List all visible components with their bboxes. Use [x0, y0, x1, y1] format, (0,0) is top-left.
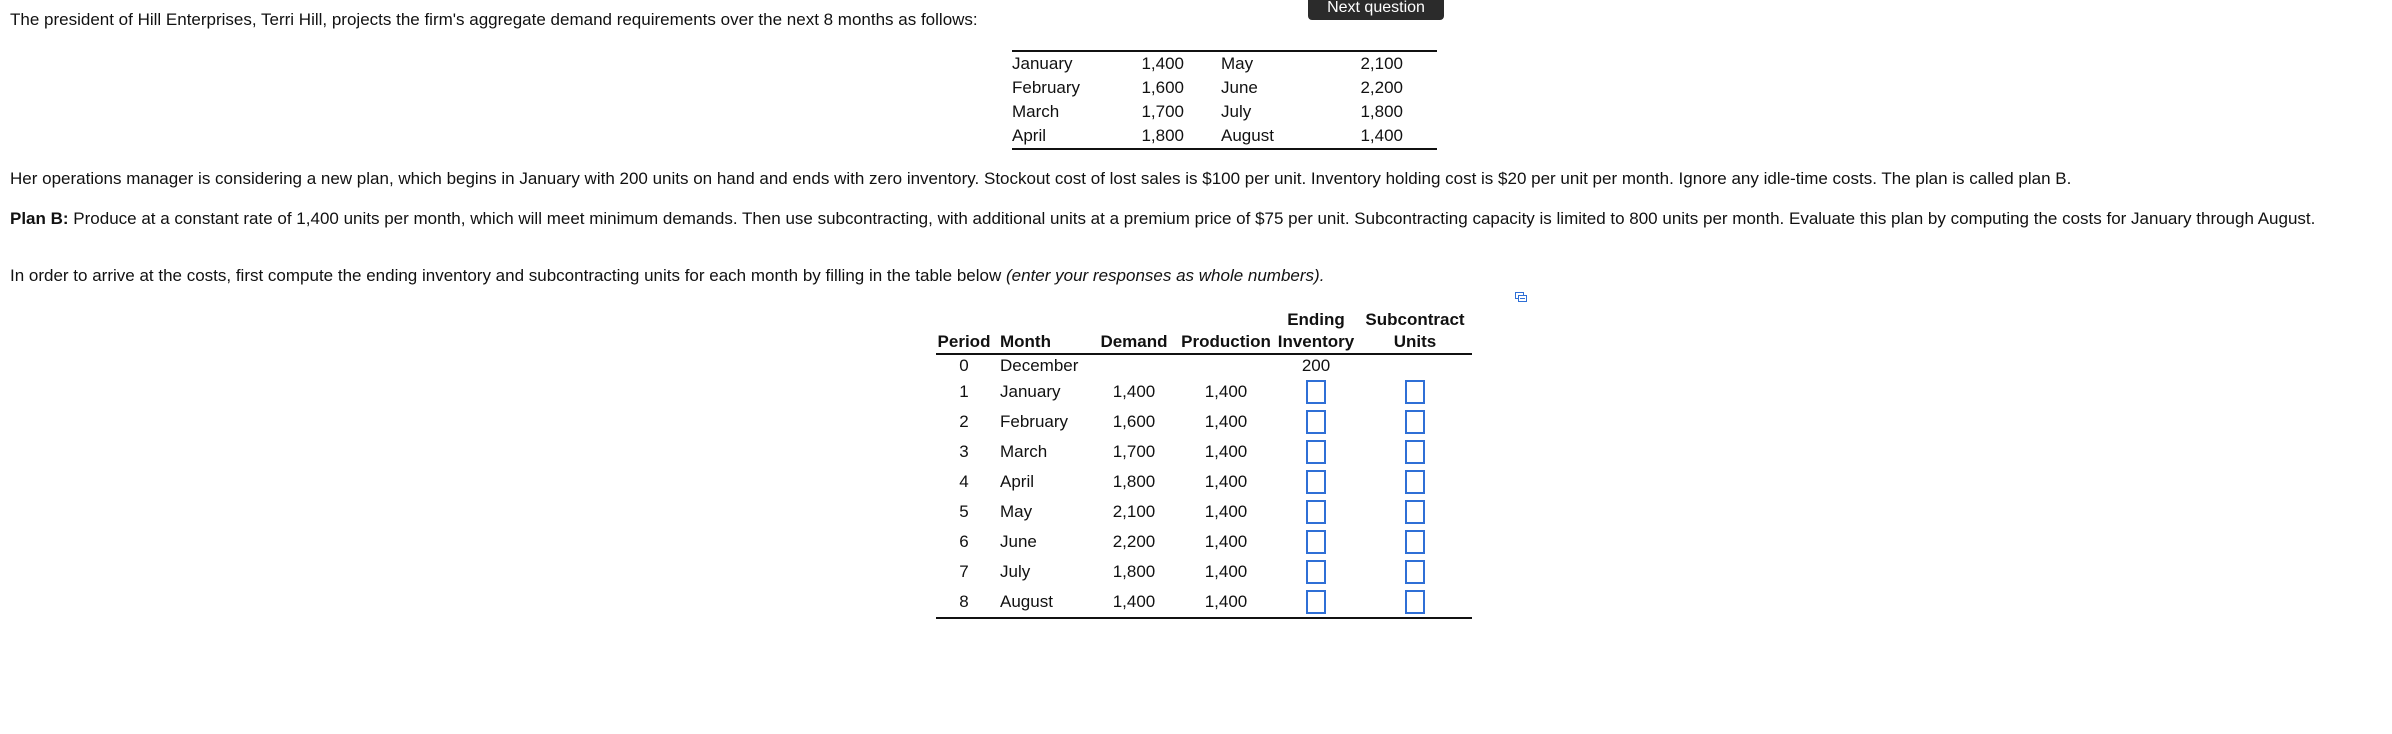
table-row	[936, 467, 1472, 497]
ending-inventory-input[interactable]	[1306, 560, 1326, 584]
cell-subcontract-units	[1358, 407, 1472, 437]
forecast-month: April	[1012, 126, 1047, 145]
ending-inventory-input[interactable]	[1306, 380, 1326, 404]
plan-b-text	[10, 207, 2356, 230]
copy-table-icon[interactable]	[1515, 292, 1527, 302]
cell-month: May	[1000, 502, 1033, 521]
table-row	[936, 527, 1472, 557]
forecast-month2: June	[1221, 78, 1258, 97]
table-row	[936, 437, 1472, 467]
cell-production: 1,400	[1204, 592, 1248, 611]
plan-table-header-row	[936, 309, 1472, 354]
forecast-value2: 2,100	[1360, 54, 1403, 73]
cell-period: 8	[959, 592, 969, 611]
cell-production: 1,400	[1204, 562, 1248, 581]
operations-text: Her operations manager is considering a new plan, which begins in January with 200 units on hand and ends with zero inventory. Stockout cost of lost sales is $100 per unit. Inventory holding cost is $20 per unit per month. Ignore any idle-time costs. The plan is called plan B.	[10, 169, 2072, 188]
forecast-month: January	[1012, 54, 1073, 73]
cell-period: 0	[959, 356, 969, 375]
instruction-text	[10, 264, 2356, 287]
forecast-value: 1,600	[1141, 78, 1184, 97]
cell-subcontract	[1358, 354, 1472, 377]
table-row	[936, 377, 1472, 407]
cell-subcontract-units	[1358, 587, 1472, 618]
forecast-value: 1,400	[1141, 54, 1184, 73]
cell-ending-inventory	[1274, 587, 1358, 618]
cell-ending-inventory	[1274, 407, 1358, 437]
forecast-month2: July	[1221, 102, 1252, 121]
cell-ending-inventory	[1274, 467, 1358, 497]
cell-production: 1,400	[1204, 412, 1248, 431]
table-row	[936, 587, 1472, 618]
cell-ending-inventory	[1274, 527, 1358, 557]
cell-production: 1,400	[1204, 382, 1248, 401]
cell-ending-inventory: 200	[1301, 356, 1331, 375]
cell-month: February	[1000, 412, 1069, 431]
cell-demand: 2,100	[1112, 502, 1156, 521]
forecast-month: February	[1012, 78, 1081, 97]
cell-period: 1	[959, 382, 969, 401]
cell-month: March	[1000, 442, 1048, 461]
plan-b-description: Produce at a constant rate of 1,400 units per month, which will meet minimum demands. Then use subcontracting, with additional units at a premium price of $75 per unit. Subcontracting capacity is limited to 800 units per month. Evaluate this plan by computing the costs for January through August.	[68, 209, 2316, 228]
cell-production	[1178, 354, 1274, 377]
subcontract-units-input[interactable]	[1405, 530, 1425, 554]
forecast-month2: August	[1221, 126, 1274, 145]
cell-production: 1,400	[1204, 502, 1248, 521]
cell-month: December	[1000, 356, 1079, 375]
cell-period: 6	[959, 532, 969, 551]
ending-inventory-input[interactable]	[1306, 470, 1326, 494]
cell-month: June	[1000, 532, 1037, 551]
cell-demand: 1,800	[1112, 472, 1156, 491]
demand-forecast-table	[1012, 50, 1437, 150]
next-question-button[interactable]: Next question	[1308, 0, 1444, 20]
cell-production: 1,400	[1204, 532, 1248, 551]
forecast-value2: 1,800	[1360, 102, 1403, 121]
table-row-initial	[936, 354, 1472, 377]
instruction-italic: (enter your responses as whole numbers).	[1006, 266, 1325, 285]
cell-ending-inventory	[1274, 437, 1358, 467]
forecast-value: 1,700	[1141, 102, 1184, 121]
table-row	[936, 497, 1472, 527]
subcontract-units-input[interactable]	[1405, 500, 1425, 524]
forecast-value2: 2,200	[1360, 78, 1403, 97]
ending-inventory-input[interactable]	[1306, 410, 1326, 434]
subcontract-units-input[interactable]	[1405, 440, 1425, 464]
cell-subcontract-units	[1358, 437, 1472, 467]
cell-subcontract-units	[1358, 467, 1472, 497]
header-ending-inventory	[1274, 309, 1358, 354]
header-sub-line1: Subcontract	[1365, 310, 1465, 329]
cell-demand: 2,200	[1112, 532, 1156, 551]
cell-period: 7	[959, 562, 969, 581]
cell-subcontract-units	[1358, 527, 1472, 557]
forecast-row	[1012, 51, 1437, 76]
subcontract-units-input[interactable]	[1405, 590, 1425, 614]
plan-b-table	[936, 309, 1472, 619]
forecast-month2: May	[1221, 54, 1254, 73]
ending-inventory-input[interactable]	[1306, 500, 1326, 524]
cell-period: 4	[959, 472, 969, 491]
cell-production: 1,400	[1204, 442, 1248, 461]
header-production: Production	[1181, 332, 1271, 351]
cell-period: 3	[959, 442, 969, 461]
header-subcontract-units	[1358, 309, 1472, 354]
cell-month: August	[1000, 592, 1053, 611]
forecast-row	[1012, 76, 1437, 100]
forecast-value2: 1,400	[1360, 126, 1403, 145]
cell-demand	[1090, 354, 1178, 377]
cell-month: January	[1000, 382, 1061, 401]
forecast-row	[1012, 100, 1437, 124]
cell-subcontract-units	[1358, 557, 1472, 587]
table-row	[936, 557, 1472, 587]
header-ending-line2: Inventory	[1277, 332, 1355, 351]
intro-text: The president of Hill Enterprises, Terri Hill, projects the firm's aggregate demand requirements over the next 8 months as follows:	[10, 10, 978, 29]
subcontract-units-input[interactable]	[1405, 470, 1425, 494]
cell-month: April	[1000, 472, 1035, 491]
cell-subcontract-units	[1358, 377, 1472, 407]
cell-demand: 1,400	[1112, 382, 1156, 401]
forecast-value: 1,800	[1141, 126, 1184, 145]
ending-inventory-input[interactable]	[1306, 530, 1326, 554]
header-demand: Demand	[1100, 332, 1168, 351]
cell-demand: 1,400	[1112, 592, 1156, 611]
subcontract-units-input[interactable]	[1405, 380, 1425, 404]
cell-subcontract-units	[1358, 497, 1472, 527]
subcontract-units-input[interactable]	[1405, 410, 1425, 434]
subcontract-units-input[interactable]	[1405, 560, 1425, 584]
plan-b-label: Plan B:	[10, 209, 69, 228]
ending-inventory-input[interactable]	[1306, 440, 1326, 464]
cell-ending-inventory	[1274, 557, 1358, 587]
cell-ending-inventory	[1274, 497, 1358, 527]
header-ending-line1: Ending	[1287, 310, 1345, 329]
cell-production: 1,400	[1204, 472, 1248, 491]
cell-ending-inventory	[1274, 377, 1358, 407]
table-row	[936, 407, 1472, 437]
cell-demand: 1,600	[1112, 412, 1156, 431]
cell-month: July	[1000, 562, 1031, 581]
header-sub-line2: Units	[1393, 332, 1437, 351]
instruction-main: In order to arrive at the costs, first compute the ending inventory and subcontracting units for each month by filling in the table below	[10, 266, 1006, 285]
cell-demand: 1,700	[1112, 442, 1156, 461]
cell-demand: 1,800	[1112, 562, 1156, 581]
ending-inventory-input[interactable]	[1306, 590, 1326, 614]
header-month: Month	[1000, 332, 1051, 351]
header-period: Period	[937, 332, 991, 351]
cell-period: 5	[959, 502, 969, 521]
cell-period: 2	[959, 412, 969, 431]
forecast-month: March	[1012, 102, 1060, 121]
forecast-row	[1012, 124, 1437, 149]
